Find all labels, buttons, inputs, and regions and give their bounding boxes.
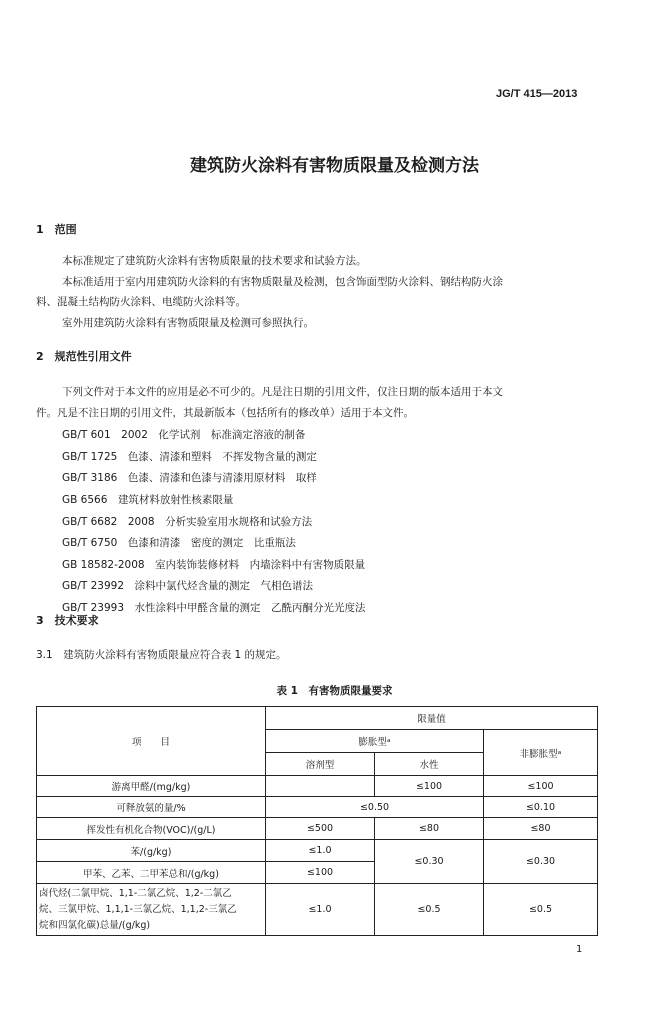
cell-water: ≤0.30 — [375, 840, 484, 884]
reference-item: GB/T 6682 2008 分析实验室用水规格和试验方法 — [62, 516, 313, 528]
header-non-intumescent: 非膨胀型ᵃ — [484, 730, 598, 776]
cell-solvent: ≤1.0 — [266, 840, 375, 862]
header-water: 水性 — [375, 753, 484, 776]
row-name: 苯/(g/kg) — [37, 840, 266, 862]
row-name — [37, 884, 266, 936]
cell-water: ≤100 — [375, 776, 484, 797]
table-row — [37, 884, 598, 936]
section-3-heading: 3 技术要求 — [36, 614, 99, 627]
table-caption: 表 1 有害物质限量要求 — [276, 685, 393, 697]
row-name: 甲苯、乙苯、二甲苯总和/(g/kg) — [37, 862, 266, 884]
cell-intumescent: ≤0.50 — [266, 797, 484, 818]
header-solvent: 溶剂型 — [266, 753, 375, 776]
reference-item: GB/T 6750 色漆和清漆 密度的测定 比重瓶法 — [62, 537, 296, 549]
reference-item: GB/T 23992 涂料中氯代烃含量的测定 气相色谱法 — [62, 580, 314, 592]
cell-solvent — [266, 776, 375, 797]
section-3-1-text: 3.1 建筑防火涂料有害物质限量应符合表 1 的规定。 — [36, 649, 287, 661]
section-1-paragraph-2a: 本标准适用于室内用建筑防火涂料的有害物质限量及检测，包含饰面型防火涂料、钢结构防火涂 — [62, 276, 503, 288]
header-limit: 限量值 — [266, 707, 598, 730]
cell-water: ≤0.5 — [375, 884, 484, 936]
page-number: 1 — [576, 944, 583, 955]
table-row — [37, 818, 598, 840]
row-name-line: 烷、三氯甲烷、1,1,1-三氯乙烷、1,1,2-三氯乙 — [39, 903, 237, 915]
row-name: 挥发性有机化合物(VOC)/(g/L) — [37, 818, 266, 840]
header-item: 项 目 — [37, 707, 266, 776]
cell-non: ≤80 — [484, 818, 598, 840]
row-name: 游离甲醛/(mg/kg) — [37, 776, 266, 797]
reference-item: GB/T 1725 色漆、清漆和塑料 不挥发物含量的测定 — [62, 451, 317, 463]
table-row — [37, 797, 598, 818]
hazardous-substance-limits-table — [36, 706, 598, 936]
cell-water: ≤80 — [375, 818, 484, 840]
reference-item: GB/T 601 2002 化学试剂 标准滴定溶液的制备 — [62, 429, 306, 441]
section-2-paragraph-1b: 件。凡是不注日期的引用文件，其最新版本（包括所有的修改单）适用于本文件。 — [36, 407, 414, 419]
reference-item: GB/T 23993 水性涂料中甲醛含量的测定 乙酰丙酮分光光度法 — [62, 602, 366, 614]
document-title: 建筑防火涂料有害物质限量及检测方法 — [190, 156, 479, 176]
reference-item: GB 18582-2008 室内装饰装修材料 内墙涂料中有害物质限量 — [62, 559, 366, 571]
cell-solvent: ≤100 — [266, 862, 375, 884]
standard-number: JG/T 415—2013 — [496, 88, 578, 100]
cell-solvent: ≤500 — [266, 818, 375, 840]
section-1-paragraph-1: 本标准规定了建筑防火涂料有害物质限量的技术要求和试验方法。 — [62, 255, 367, 267]
header-intumescent: 膨胀型ᵃ — [266, 730, 484, 753]
reference-item: GB/T 3186 色漆、清漆和色漆与清漆用原材料 取样 — [62, 472, 317, 484]
cell-non: ≤0.30 — [484, 840, 598, 884]
section-1-heading: 1 范围 — [36, 223, 77, 236]
table-row — [37, 776, 598, 797]
cell-solvent: ≤1.0 — [266, 884, 375, 936]
row-name-line: 烷和四氯化碳)总量/(g/kg) — [39, 919, 151, 931]
reference-item: GB 6566 建筑材料放射性核素限量 — [62, 494, 234, 506]
section-1-paragraph-2b: 料、混凝土结构防火涂料、电缆防火涂料等。 — [36, 296, 246, 308]
row-name-line: 卤代烃(二氯甲烷、1,1-二氯乙烷、1,2-二氯乙 — [39, 887, 232, 899]
cell-non: ≤0.5 — [484, 884, 598, 936]
section-2-heading: 2 规范性引用文件 — [36, 350, 132, 363]
section-1-paragraph-3: 室外用建筑防火涂料有害物质限量及检测可参照执行。 — [62, 317, 314, 329]
section-2-paragraph-1a: 下列文件对于本文件的应用是必不可少的。凡是注日期的引用文件，仅注日期的版本适用于本文 — [62, 386, 503, 398]
row-name: 可释放氨的量/% — [37, 797, 266, 818]
table-row — [37, 840, 598, 862]
cell-non: ≤100 — [484, 776, 598, 797]
cell-non: ≤0.10 — [484, 797, 598, 818]
